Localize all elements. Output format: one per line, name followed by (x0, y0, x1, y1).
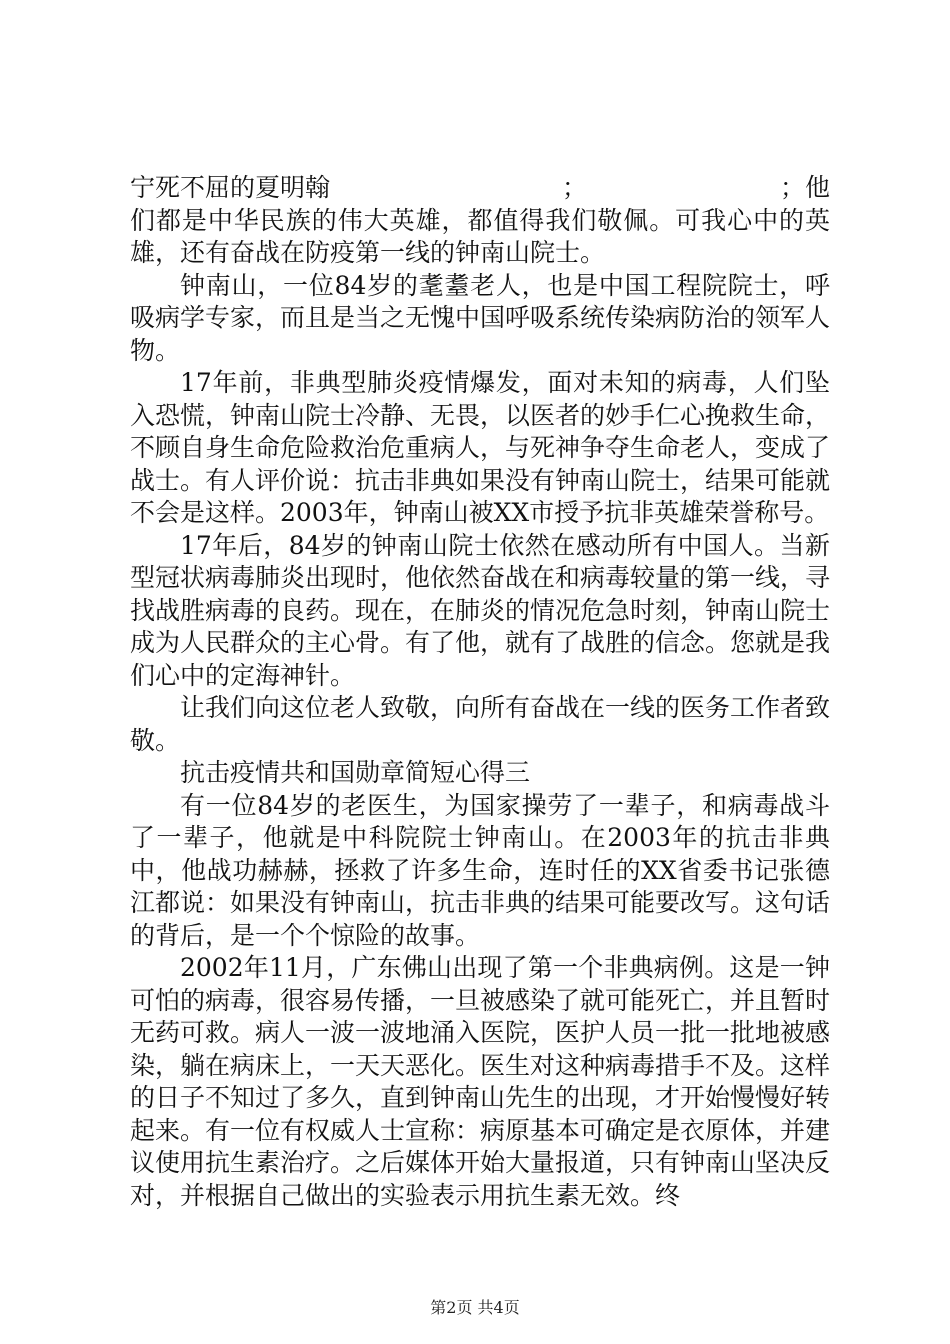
section-heading: 抗击疫情共和国勋章简短心得三 (180, 758, 531, 787)
paragraph-17-years-ago: 17年前，非典型肺炎疫情爆发，面对未知的病毒，人们坠入恐慌，钟南山院士冷静、无畏，以医者的妙手仁心挽救生命，不顾自身生命危险救治危重病人，与死神争夺生命老人，变成了战士。有人评价说：抗击非典如果没有钟南山院士，结果可能就不会是这样。2003年，钟南山被XX市授予抗非英雄荣誉称号。 (130, 368, 831, 527)
intro-text-start: 宁死不屈的夏明翰 (130, 173, 331, 202)
intro-continuation: 们都是中华民族的伟大英雄，都值得我们敬佩。可我心中的英雄，还有奋战在防疫第一线的钟南山院士。 (130, 205, 830, 267)
paragraph-2002-outbreak: 2002年11月，广东佛山出现了第一个非典病例。这是一钟可怕的病毒，很容易传播，一旦被感染了就可能死亡，并且暂时无药可救。病人一波一波地涌入医院，医护人员一批一批地被感染，躺在病床上，一天天恶化。医生对这种病毒措手不及。这样的日子不知过了多久，直到钟南山先生的出现，才开始慢慢好转起来。有一位有权威人士宣称：病原基本可确定是衣原体，并建议使用抗生素治疗。之后媒体开始大量报道，只有钟南山坚决反对，并根据自己做出的实验表示用抗生素无效。终 (130, 953, 831, 1210)
intro-separator: ； (562, 173, 588, 202)
paragraph-old-doctor: 有一位84岁的老医生，为国家操劳了一辈子，和病毒战斗了一辈子，他就是中科院院士钟南山。在2003年的抗击非典中，他战功赫赫，拯救了许多生命，连时任的XX省委书记张德江都说：如果没有钟南山，抗击非典的结果可能要改写。这句话的背后，是一个个惊险的故事。 (130, 790, 831, 950)
intro-text-end: ；他 (779, 173, 830, 202)
paragraph-zhong-nanshan-intro: 钟南山，一位84岁的耄耋老人，也是中国工程院院士，呼吸病学专家，而且是当之无愧中国呼吸系统传染病防治的领军人物。 (130, 270, 831, 365)
document-body (130, 172, 830, 1212)
paragraph-17-years-later: 17年后，84岁的钟南山院士依然在感动所有中国人。当新型冠状病毒肺炎出现时，他依然奋战在和病毒较量的第一线，寻找战胜病毒的良药。现在，在肺炎的情况危急时刻，钟南山院士成为人民群众的主心骨。有了他，就有了战胜的信念。您就是我们心中的定海神针。 (130, 530, 831, 690)
intro-first-line (130, 172, 830, 205)
page-footer: 第2页 共4页 (430, 1298, 520, 1317)
paragraph-salute: 让我们向这位老人致敬，向所有奋战在一线的医务工作者致敬。 (130, 693, 831, 755)
